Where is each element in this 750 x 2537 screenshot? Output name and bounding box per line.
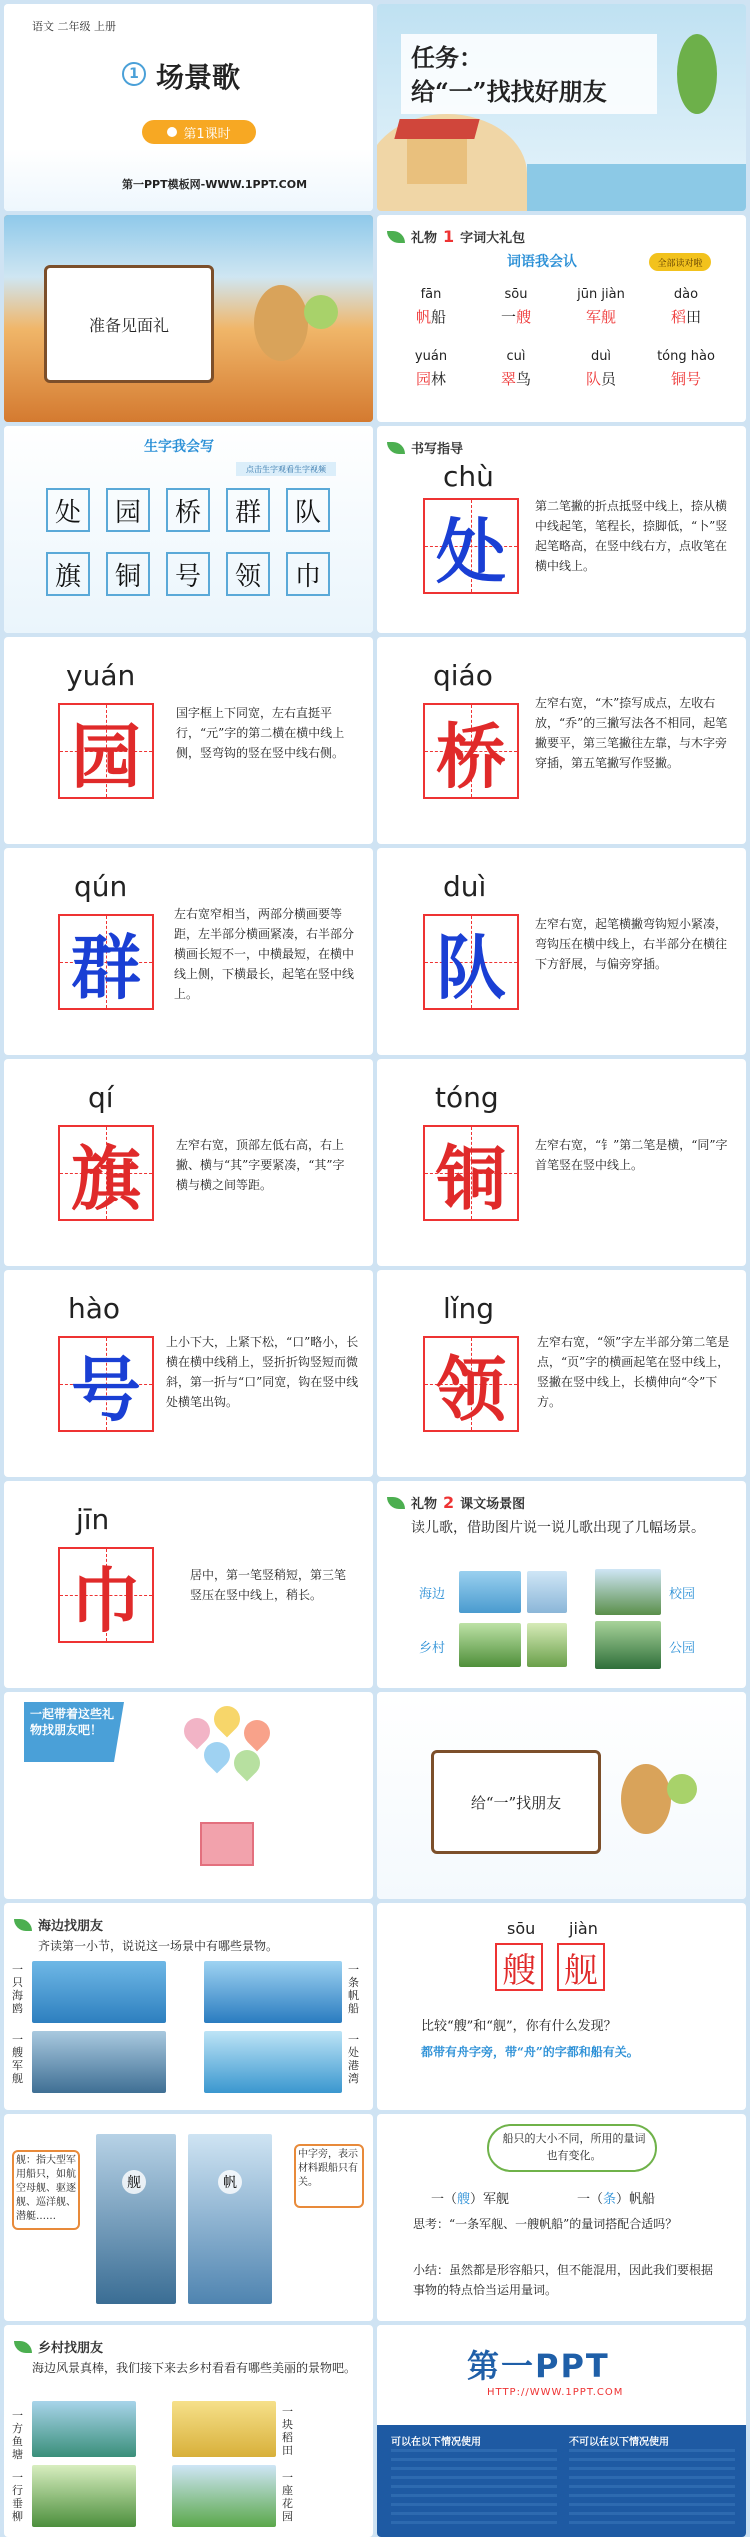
- label-seagull: 一只海鸥: [12, 1963, 23, 2015]
- lesson-period-label: 第1课时: [183, 126, 231, 142]
- seaside-instruction: 齐读第一小节，说说这一场景中有哪些景物。: [38, 1939, 279, 1953]
- sailboat-image: [204, 1961, 342, 2023]
- word-char: 军: [585, 308, 601, 326]
- word-char: 船: [431, 308, 447, 326]
- word-char: 舰: [601, 308, 617, 326]
- banner-text: 一起带着这些礼物找朋友吧！: [30, 1707, 115, 1737]
- compare-question: 比较“艘”和“舰”，你有什么发现？: [421, 2019, 617, 2034]
- slide-ship-types[interactable]: [4, 2114, 373, 2321]
- lesson-period-badge: [142, 120, 256, 144]
- leaf-icon: [14, 2341, 32, 2353]
- char-dui: 队: [436, 925, 506, 1009]
- word-char: 翠: [500, 370, 516, 388]
- slide-guide-qun[interactable]: [4, 848, 373, 1055]
- word-char: 鸟: [516, 370, 532, 388]
- char-cell[interactable]: 桥: [166, 488, 210, 532]
- guide-text-chu: 第二笔撇的折点抵竖中线上，捺从横中线起笔，笔程长，捺脚低，“卜”竖起笔略高，在竖中线右方，点收笔在横中线上。: [535, 499, 728, 573]
- word-item[interactable]: [391, 287, 471, 327]
- label-village: 乡村: [419, 1641, 446, 1656]
- label-warship: 一艘军舰: [12, 2033, 23, 2085]
- roof-illustration: [394, 119, 479, 139]
- word-text: [646, 306, 726, 327]
- site-label: 第一PPT模板网-WWW.1PPT.COM: [122, 178, 308, 191]
- village-image: [459, 1623, 521, 1667]
- lesson-title: 场景歌: [156, 61, 241, 94]
- word-item[interactable]: [476, 287, 556, 327]
- leaf-icon: [387, 231, 405, 243]
- tree-illustration: [677, 34, 717, 114]
- lesson-number-badge: 1: [122, 62, 146, 86]
- mark-jian: 舰: [122, 2170, 146, 2194]
- heart-balloon-icon: [209, 1701, 246, 1738]
- seaside-header: [14, 1915, 103, 1934]
- garden-image: [172, 2465, 276, 2527]
- char-jin: 巾: [71, 1558, 141, 1642]
- ppt-url[interactable]: HTTP://WWW.1PPT.COM: [487, 2387, 624, 2398]
- slide-find-friend[interactable]: [377, 1692, 746, 1899]
- gift2-header: [387, 1493, 525, 1512]
- gift2-title: 课文场景图: [460, 1497, 526, 1512]
- slide-task[interactable]: [377, 4, 746, 211]
- task-label: 任务：: [411, 43, 483, 72]
- char-cell[interactable]: 队: [286, 488, 330, 532]
- char-dui-box: [423, 914, 519, 1010]
- slide-guide-qiao[interactable]: [377, 637, 746, 844]
- ricefield-image: [172, 2401, 276, 2457]
- pinyin-jian: jiàn: [569, 1919, 598, 1938]
- phrase-suffix: ）帆船: [616, 2192, 656, 2207]
- word-row-2: [391, 349, 731, 399]
- label-sailboat: 一条帆船: [348, 1963, 359, 2015]
- slide-seaside[interactable]: [4, 1903, 373, 2110]
- char-ling-box: [423, 1336, 519, 1432]
- slide-guide-ling[interactable]: [377, 1270, 746, 1477]
- village-instruction: 海边风景真棒，我们接下来去乡村看看有哪些美丽的景物吧。: [32, 2361, 357, 2375]
- char-qun: 群: [71, 925, 141, 1009]
- leaf-icon: [14, 1919, 32, 1931]
- word-pinyin: tóng hào: [657, 349, 715, 364]
- slide-guide-yuan[interactable]: [4, 637, 373, 844]
- phrase-prefix: 一（: [577, 2192, 604, 2207]
- pinyin-qiao: qiáo: [433, 659, 493, 692]
- guide-text-qun: 左右宽窄相当，两部分横画要等距，左半部分横画紧凑，右半部分横画长短不一，中横最短，在横中线上侧，下横最长，起笔在竖中线上。: [174, 907, 355, 1001]
- word-char: 林: [431, 370, 447, 388]
- char-jian: 舰: [557, 1943, 605, 1991]
- gift-header: [387, 227, 525, 246]
- write-title: 生字我会写: [144, 439, 214, 455]
- allowed-list: [391, 2449, 557, 2529]
- char-cell[interactable]: 号: [166, 552, 210, 596]
- word-char: 铜: [670, 370, 686, 388]
- guide-heading: 书写指导: [411, 442, 464, 457]
- word-pinyin: duì: [590, 349, 612, 364]
- slide-compare-chars[interactable]: [377, 1903, 746, 2110]
- sign-board: [44, 265, 214, 383]
- word-pinyin: yuán: [414, 349, 448, 364]
- word-item[interactable]: [561, 349, 641, 389]
- phrase-prefix: 一（: [431, 2192, 458, 2207]
- label-seaside: 海边: [419, 1587, 446, 1602]
- word-text: [476, 306, 556, 327]
- slide-word-gift[interactable]: [377, 215, 746, 422]
- word-char: 园: [415, 370, 431, 388]
- field-image: [527, 1623, 567, 1667]
- slide-balloons[interactable]: [4, 1692, 373, 1899]
- sea-illustration: [527, 164, 746, 211]
- park-image: [595, 1621, 661, 1669]
- char-cell[interactable]: 处: [46, 488, 90, 532]
- word-char: 队: [585, 370, 601, 388]
- slide-gift-intro[interactable]: [4, 215, 373, 422]
- phrase-warship: [431, 2188, 509, 2207]
- char-cell[interactable]: 铜: [106, 552, 150, 596]
- char-qiao: 桥: [436, 714, 506, 798]
- subject-label: 语文 二年级 上册: [32, 20, 116, 33]
- slide-guide-tong[interactable]: [377, 1059, 746, 1266]
- slide-guide-jin[interactable]: [4, 1481, 373, 1688]
- pinyin-qi: qí: [88, 1081, 114, 1114]
- word-text: [391, 306, 471, 327]
- label-willows: 一行垂柳: [12, 2471, 23, 2523]
- char-cell[interactable]: 群: [226, 488, 270, 532]
- gift2-label: 礼物: [411, 1497, 438, 1512]
- house-illustration: [407, 134, 467, 184]
- village-title: 乡村找朋友: [38, 2341, 104, 2356]
- guide-text-jin: 居中，第一笔竖稍短，第三笔竖压在竖中线上，稍长。: [190, 1568, 347, 1602]
- char-cell[interactable]: 旗: [46, 552, 90, 596]
- word-row-1: [391, 287, 731, 337]
- forbidden-title: 不可以在以下情况使用: [569, 2437, 669, 2448]
- willows-image: [32, 2465, 136, 2527]
- task-text: 给“一”找找好朋友: [411, 77, 607, 106]
- heart-balloon-icon: [239, 1715, 276, 1752]
- char-qi: 旗: [71, 1136, 141, 1220]
- word-pinyin: fān: [420, 287, 442, 302]
- char-yuan-box: [58, 703, 154, 799]
- guide-text-ling: 左窄右宽，“领”字左半部分第二笔是点，“页”字的横画起笔在竖中线上，竖撇在竖中线上，长横伸向“令”下方。: [537, 1335, 730, 1409]
- sign-text: 给“一”找朋友: [470, 1793, 562, 1812]
- label-fishpond: 一方鱼塘: [12, 2409, 23, 2461]
- pinyin-sou: sōu: [507, 1919, 536, 1938]
- word-text: [476, 368, 556, 389]
- slide-guide-chu[interactable]: [377, 426, 746, 633]
- char-cell[interactable]: 领: [226, 552, 270, 596]
- scene-instruction: 读儿歌，借助图片说一说儿歌出现了几幅场景。: [411, 1520, 705, 1536]
- guide-text-qiao: 左窄右宽，“木”捺写成点，左收右放，“乔”的三撇写法各不相同，起笔撇要平，第三笔撇往左靠，与木字旁穿插，第五笔撇写作竖撇。: [535, 696, 728, 770]
- quantifier-tiao: 条: [603, 2192, 617, 2207]
- char-jin-box: [58, 1547, 154, 1643]
- char-cell[interactable]: 园: [106, 488, 150, 532]
- word-pinyin: dào: [673, 287, 699, 302]
- gift-number: 1: [443, 227, 455, 246]
- pinyin-tong: tóng: [435, 1081, 499, 1114]
- guide-text-dui: 左窄右宽，起笔横撇弯钩短小紧凑，弯钩压在横中线上，右半部分在横往下方舒展，与偏旁穿插。: [535, 917, 728, 971]
- gift-box-icon: [200, 1822, 254, 1866]
- phrase-suffix: ）军舰: [470, 2192, 510, 2207]
- word-text: [646, 368, 726, 389]
- char-chu-box: [423, 498, 519, 594]
- leaf-icon: [387, 442, 405, 454]
- word-item[interactable]: [476, 349, 556, 389]
- char-qi-box: [58, 1125, 154, 1221]
- sign-text: 准备见面礼: [88, 315, 169, 335]
- slide-guide-dui[interactable]: [377, 848, 746, 1055]
- word-char: 田: [686, 308, 702, 326]
- char-sou: 艘: [495, 1943, 543, 1991]
- warship-image: [32, 2031, 166, 2093]
- fishpond-image: [32, 2401, 136, 2457]
- plant-icon: [667, 1774, 697, 1804]
- word-char: 艘: [516, 308, 532, 326]
- slide-cover[interactable]: [4, 4, 373, 211]
- ppt-logo: 第一PPT: [467, 2347, 610, 2385]
- char-qiao-box: [423, 703, 519, 799]
- compare-answer: 都带有舟字旁，带“舟”的字都和船有关。: [421, 2045, 639, 2059]
- slide-ppt-info[interactable]: [377, 2325, 746, 2537]
- summary-text: 小结：虽然都是形容船只，但不能混用，因此我们要根据事物的特点恰当运用量词。: [413, 2263, 714, 2297]
- warship-photo: [96, 2134, 176, 2304]
- slide-scene-gift[interactable]: [377, 1481, 746, 1688]
- video-hint: 点击生字观看生字视频: [236, 462, 336, 476]
- char-tong: 铜: [436, 1136, 506, 1220]
- pinyin-chu: chù: [443, 460, 494, 493]
- plant-icon: [304, 295, 338, 329]
- slide-guide-hao[interactable]: [4, 1270, 373, 1477]
- guide-text-hao: 上小下大，上紧下松，“口”略小，长横在横中线稍上，竖折折钩竖短而微斜，第一折与“口”同宽，钩在竖中线处横笔出钩。: [166, 1335, 359, 1409]
- village-header: [14, 2337, 103, 2356]
- pinyin-hao: hào: [68, 1292, 121, 1325]
- word-item[interactable]: [391, 349, 471, 389]
- slide-village[interactable]: [4, 2325, 373, 2537]
- char-qun-box: [58, 914, 154, 1010]
- callout-right-text: 中字旁，表示材料跟船只有关。: [298, 2149, 358, 2188]
- word-char: 员: [601, 370, 617, 388]
- word-text: [561, 306, 641, 327]
- slide-quantifier[interactable]: [377, 2114, 746, 2321]
- word-char: 一: [500, 308, 516, 326]
- char-chu: 处: [436, 509, 506, 593]
- char-tong-box: [423, 1125, 519, 1221]
- gift-label: 礼物: [411, 231, 438, 246]
- label-harbor: 一处港湾: [348, 2033, 359, 2085]
- bubble-text: 船只的大小不同，所用的量词也有变化。: [502, 2132, 646, 2162]
- word-char: 帆: [415, 308, 431, 326]
- word-text: [561, 368, 641, 389]
- quantifier-sou: 艘: [457, 2192, 471, 2207]
- label-ricefield: 一块稻田: [282, 2405, 293, 2457]
- forbidden-list: [569, 2449, 735, 2529]
- guide-text-yuan: 国字框上下同宽，左右直挺平行，“元”字的第二横在横中线上侧，竖弯钩的竖在竖中线右侧。: [176, 706, 345, 760]
- mark-fan: 帆: [218, 2170, 242, 2194]
- pinyin-jin: jīn: [76, 1503, 110, 1536]
- allowed-title: 可以在以下情况使用: [391, 2437, 481, 2448]
- label-park: 公园: [669, 1641, 696, 1656]
- pinyin-qun: qún: [74, 870, 128, 903]
- slide-guide-qi[interactable]: [4, 1059, 373, 1266]
- mascot-icon: [621, 1764, 671, 1834]
- pinyin-dui: duì: [443, 870, 487, 903]
- char-hao-box: [58, 1336, 154, 1432]
- word-item[interactable]: [646, 349, 726, 389]
- char-yuan: 园: [71, 714, 141, 798]
- guide-text-tong: 左窄右宽，“钅”第二笔是横，“同”字首笔竖在竖中线上。: [535, 1138, 728, 1172]
- word-pinyin: sōu: [504, 287, 528, 302]
- callout-left-text: 舰：指大型军用船只，如航空母舰、驱逐舰、巡洋舰、潜艇……: [16, 2155, 76, 2222]
- word-text: [391, 368, 471, 389]
- label-campus: 校园: [669, 1587, 696, 1602]
- sailship-photo: [188, 2134, 272, 2304]
- char-cell[interactable]: 巾: [286, 552, 330, 596]
- word-item[interactable]: [561, 287, 641, 327]
- all-correct-button[interactable]: 全部读对啦: [649, 253, 711, 271]
- mascot-icon: [254, 285, 308, 361]
- leaf-icon: [387, 1497, 405, 1509]
- seaside-title: 海边找朋友: [38, 1919, 104, 1934]
- guide-header: [387, 438, 463, 457]
- gift2-number: 2: [443, 1493, 455, 1512]
- word-char: 稻: [670, 308, 686, 326]
- seagull-image: [32, 1961, 166, 2023]
- think-text: 思考：“一条军舰、一艘帆船”的量词搭配合适吗？: [413, 2217, 678, 2231]
- ship-image: [527, 1571, 567, 1613]
- gift-title: 字词大礼包: [460, 231, 526, 246]
- guide-text-qi: 左窄右宽，顶部左低右高，右上撇、横与“其”字要紧凑，“其”字横与横之间等距。: [176, 1138, 345, 1192]
- word-subtitle: 词语我会认: [507, 254, 577, 270]
- dot-icon: [167, 127, 177, 137]
- pinyin-ling: lǐng: [443, 1292, 495, 1325]
- label-garden: 一座花园: [282, 2471, 293, 2523]
- pinyin-yuan: yuán: [66, 659, 136, 692]
- seaside-image: [459, 1571, 521, 1613]
- campus-image: [595, 1569, 661, 1615]
- heart-balloon-icon: [229, 1745, 266, 1782]
- slide-write-chars[interactable]: [4, 426, 373, 633]
- phrase-sailboat: [577, 2188, 655, 2207]
- harbor-image: [204, 2031, 342, 2093]
- char-ling: 领: [436, 1347, 506, 1431]
- word-pinyin: cuì: [506, 349, 526, 364]
- word-pinyin: jūn jiàn: [577, 287, 625, 302]
- char-hao: 号: [71, 1347, 141, 1431]
- word-item[interactable]: [646, 287, 726, 327]
- sign-board: [431, 1750, 601, 1854]
- word-char: 号: [686, 370, 702, 388]
